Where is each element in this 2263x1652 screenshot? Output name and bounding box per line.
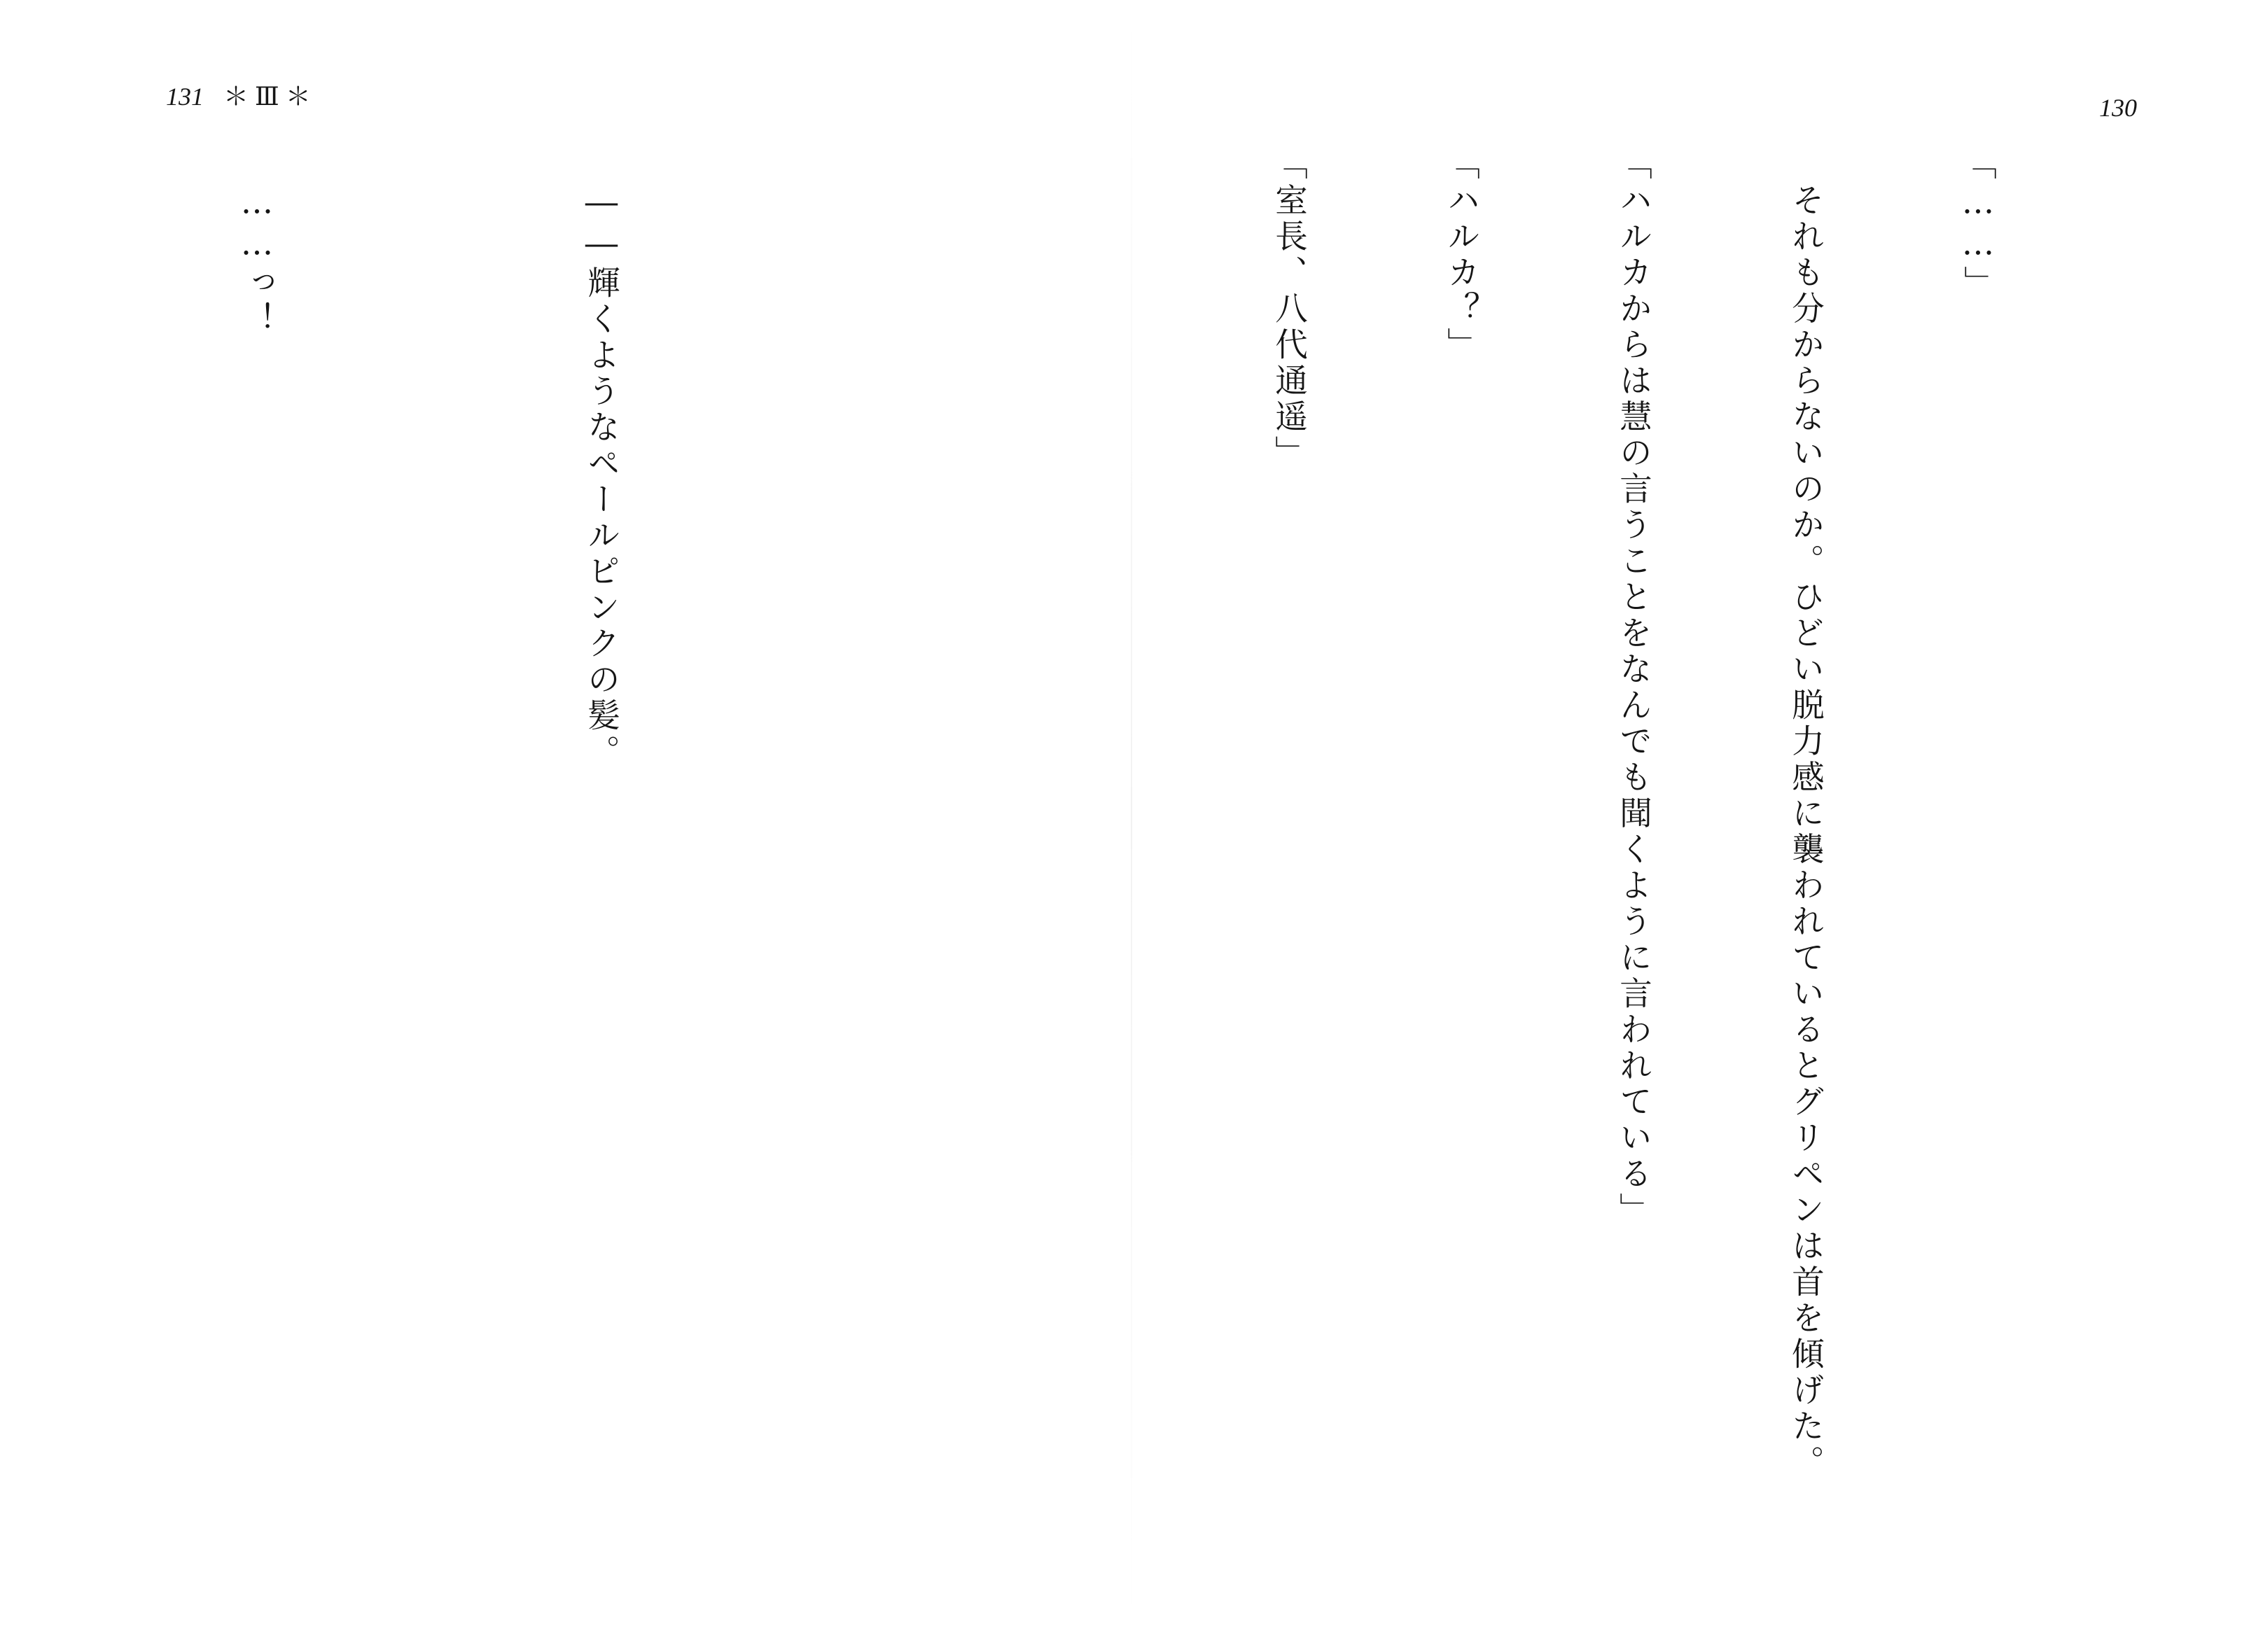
text-line: 「ハルカ？」 [1442,147,1480,363]
left-page-text [151,147,917,1652]
page-gutter [1131,0,1132,1636]
text-line: 「ハルカからは慧の言うことをなんでも聞くように言われている」 [1615,147,1652,1228]
text-line: それも分からないのか。ひどい脱力感に襲われているとグリペンは首を傾げた。 [1787,147,1825,1481]
text-line: 「……」 [1959,147,1997,302]
left-page-header [166,84,311,109]
text-line: 「室長、八代通遥」 [1270,147,1308,472]
right-page-text [1211,147,2122,1652]
right-page-number: 130 [2099,94,2137,122]
text-line: ――輝くようなペールピンクの髪。 [583,147,620,771]
blank-line [745,147,802,1652]
left-page-number: 131 [166,83,204,111]
blank-line [401,147,458,1652]
text-line: ……っ！ [238,147,276,338]
chapter-mark: ＊ Ⅲ ＊ [223,83,311,111]
